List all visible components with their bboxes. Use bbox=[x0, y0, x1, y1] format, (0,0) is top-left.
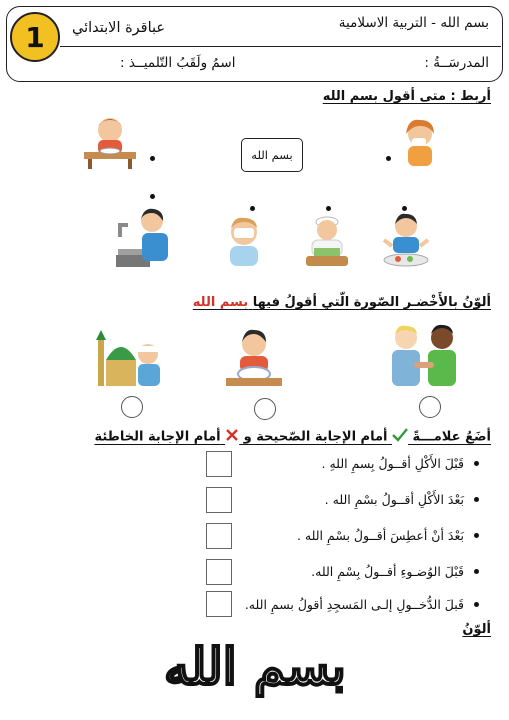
worksheet-number-badge: 1 bbox=[10, 12, 60, 62]
section4-title: ألوّنُ bbox=[462, 622, 491, 637]
choice-circle-eating[interactable] bbox=[254, 398, 276, 420]
section3-title-part1: أضَعُ علامـــةً bbox=[412, 429, 491, 445]
answer-box[interactable] bbox=[206, 523, 232, 549]
boy-wiping-face-icon bbox=[218, 212, 270, 268]
cross-mark-icon bbox=[225, 428, 239, 446]
answer-box[interactable] bbox=[206, 487, 232, 513]
list-item bbox=[297, 520, 479, 550]
people-greeting-icon bbox=[384, 322, 464, 390]
section3-title bbox=[94, 428, 491, 446]
statement-text: قَبْلَ الأَكْلِ أقــولُ بِسمِ اللهِ . bbox=[321, 455, 464, 471]
section1-title: أربط : متى أقول بسم الله bbox=[322, 89, 491, 104]
bullet bbox=[474, 569, 479, 574]
section3-title-part2: أمام الإجابة الصّحيحة و bbox=[243, 429, 388, 445]
bullet bbox=[474, 497, 479, 502]
bullet bbox=[474, 533, 479, 538]
choice-circle-greeting[interactable] bbox=[419, 396, 441, 418]
subject-title: بسم الله - التربية الاسلامية bbox=[338, 15, 489, 31]
list-item bbox=[325, 484, 479, 514]
boy-praying-icon bbox=[300, 212, 354, 268]
section3-title-part3: أمام الإجابة الخاطئة bbox=[94, 429, 221, 445]
bism-allah-box[interactable] bbox=[241, 138, 303, 172]
match-dot[interactable] bbox=[326, 206, 331, 211]
mosque-icon bbox=[96, 326, 164, 392]
student-name-label: اسمُ ولَقَبُ التّلميــذ : bbox=[120, 55, 236, 71]
header-divider bbox=[60, 46, 501, 47]
statement-text: قَبلَ الدُّخــولِ إلـى المَسجِدِ أقولُ بسمِ الله. bbox=[244, 596, 464, 612]
section2-title-text: ألوّنُ بالأَخْضـر الصّورة الّتي أقولُ فيها bbox=[252, 295, 491, 310]
choice-circle-mosque[interactable] bbox=[121, 396, 143, 418]
bullet bbox=[474, 602, 479, 607]
list-item bbox=[245, 589, 479, 619]
bullet bbox=[474, 461, 479, 466]
list-item bbox=[311, 556, 479, 586]
statement-text: بَعْدَ الأَكْلِ أقــولُ بسْمِ الله . bbox=[324, 491, 464, 507]
boy-eating-soup-icon bbox=[222, 326, 286, 390]
section2-title bbox=[193, 295, 491, 310]
bism-allah-box-label: بسم الله bbox=[251, 148, 293, 162]
match-dot[interactable] bbox=[150, 194, 155, 199]
match-dot[interactable] bbox=[250, 206, 255, 211]
match-dot[interactable] bbox=[150, 156, 155, 161]
boy-washing-icon bbox=[114, 205, 176, 269]
school-name: عباقرة الابتدائي bbox=[72, 20, 166, 36]
boy-eating-icon bbox=[78, 112, 142, 170]
coloring-word-outline[interactable]: بسم الله bbox=[164, 637, 346, 696]
answer-box[interactable] bbox=[206, 451, 232, 477]
section2-title-highlight: بسم الله bbox=[192, 295, 249, 310]
statement-text: قَبْلَ الوُضـوءِ أقــولُ بِسْمِ الله. bbox=[311, 563, 464, 579]
match-dot[interactable] bbox=[386, 156, 391, 161]
answer-box[interactable] bbox=[206, 559, 232, 585]
girl-sneezing-icon bbox=[398, 116, 442, 170]
list-item bbox=[322, 448, 479, 478]
boy-at-meal-icon bbox=[378, 210, 434, 270]
school-field-label: المدرسَــةُ : bbox=[424, 55, 489, 71]
check-mark-icon bbox=[392, 428, 408, 446]
answer-box[interactable] bbox=[206, 591, 232, 617]
statement-text: بَعْدَ أنْ أعطِسَ أقــولُ بسْمِ الله . bbox=[296, 527, 464, 543]
